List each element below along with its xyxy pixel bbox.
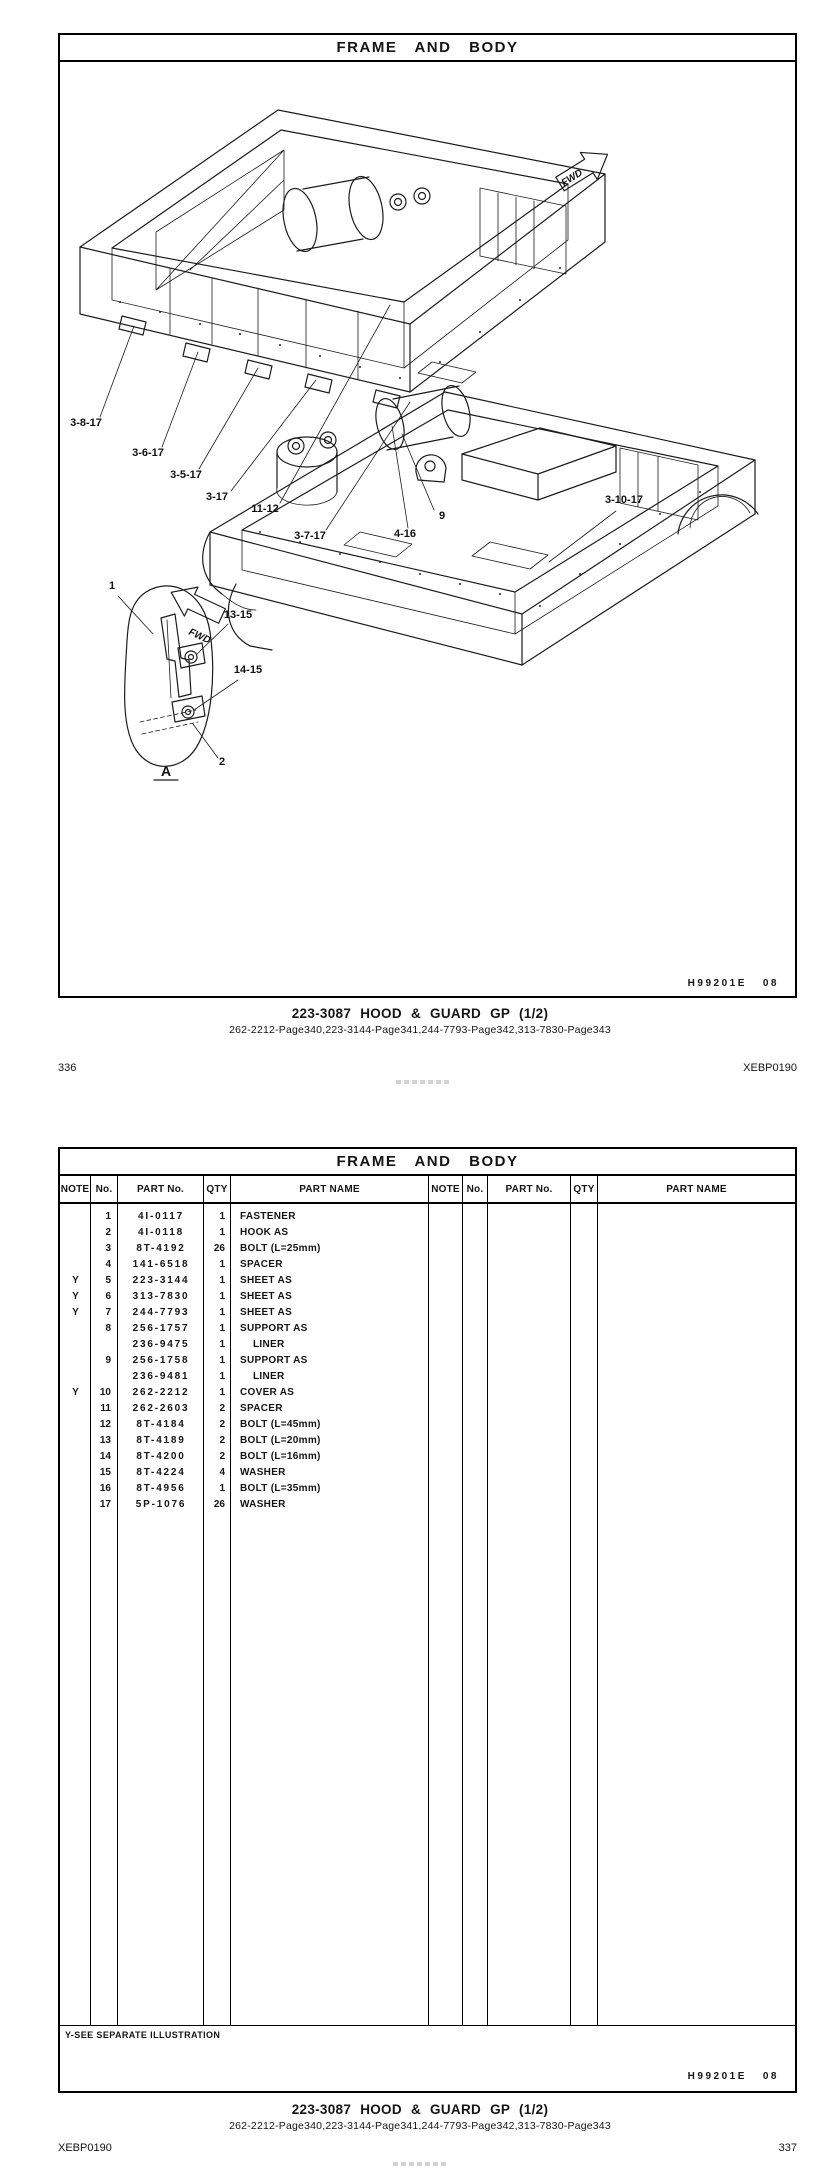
cell-part-no: 244-7793 [132, 1307, 190, 1318]
cell-part-name: BOLT (L=16mm) [240, 1451, 321, 1462]
cell-part-name: BOLT (L=25mm) [240, 1243, 321, 1254]
cell-no: 5 [105, 1275, 111, 1286]
parts-illustration [60, 62, 795, 967]
table-row [60, 1449, 429, 1465]
cell-part-no: 8T-4224 [136, 1467, 186, 1478]
book-code: XEBP0190 [743, 1062, 797, 1074]
cell-part-no: 313-7830 [132, 1291, 190, 1302]
cell-part-no: 262-2212 [132, 1387, 190, 1398]
cell-qty: 4 [219, 1467, 225, 1478]
table-row [60, 1417, 429, 1433]
table-rows [60, 1209, 429, 1513]
cell-part-name: LINER [253, 1371, 285, 1382]
table-row [60, 1497, 429, 1513]
cell-no: 11 [100, 1403, 111, 1414]
table-row [60, 1369, 429, 1385]
cell-no: 15 [99, 1467, 111, 1478]
callout-label: 13-15 [223, 609, 253, 621]
cell-part-no: 4I-0117 [138, 1211, 184, 1222]
table-header-row [60, 1176, 795, 1204]
cell-note [60, 1401, 91, 1417]
cell-part-name: WASHER [240, 1467, 286, 1478]
cell-qty: 26 [213, 1243, 225, 1254]
table-row [60, 1481, 429, 1497]
cell-qty: 2 [219, 1419, 225, 1430]
table-row [60, 1305, 429, 1321]
print-mark [396, 1080, 450, 1084]
table-row [60, 1321, 429, 1337]
cell-note [60, 1337, 91, 1353]
cell-note [60, 1225, 91, 1241]
figure-caption: 223-3087 HOOD & GUARD GP (1/2) [291, 1006, 549, 1021]
cell-no: 4 [105, 1259, 111, 1270]
col-header-note: NOTE [429, 1176, 463, 1202]
cell-note [60, 1497, 91, 1513]
book-code: XEBP0190 [58, 2142, 112, 2154]
table-row [60, 1337, 429, 1353]
cell-part-no: 223-3144 [132, 1275, 190, 1286]
col-header-qty: QTY [204, 1176, 231, 1202]
cell-part-name: SPACER [240, 1403, 283, 1414]
cell-note [60, 1353, 91, 1369]
callout-label: 3-5-17 [170, 469, 202, 481]
cell-part-name: COVER AS [240, 1387, 295, 1398]
page-footer [58, 1062, 797, 1074]
table-row [60, 1353, 429, 1369]
cell-note [60, 1369, 91, 1385]
cell-part-name: BOLT (L=20mm) [240, 1435, 321, 1446]
callout-label: 3-8-17 [70, 417, 102, 429]
col-header-no: No. [463, 1176, 488, 1202]
cell-no: 6 [105, 1291, 111, 1302]
cell-no: 14 [99, 1451, 111, 1462]
table-row [60, 1257, 429, 1273]
cell-part-no: 5P-1076 [135, 1499, 187, 1510]
cell-part-name: LINER [253, 1339, 285, 1350]
cell-qty: 1 [219, 1323, 225, 1334]
cell-part-no: 8T-4192 [136, 1243, 186, 1254]
col-header-part-no: PART No. [488, 1176, 571, 1202]
cell-qty: 1 [219, 1275, 225, 1286]
detail-a-view [125, 586, 213, 780]
cell-part-name: FASTENER [240, 1211, 296, 1222]
cell-qty: 2 [219, 1451, 225, 1462]
cell-part-name: BOLT (L=35mm) [240, 1483, 321, 1494]
cell-part-no: 256-1757 [132, 1323, 190, 1334]
table-body [60, 1204, 795, 2025]
callout-label: 4-16 [393, 528, 417, 540]
parts-table-page [58, 1147, 797, 2093]
callout-label: 3-6-17 [132, 447, 164, 459]
cell-part-name: SUPPORT AS [240, 1355, 308, 1366]
cell-part-no: 141-6518 [132, 1259, 190, 1270]
table-row [60, 1273, 429, 1289]
fwd-arrow-icon [164, 578, 228, 647]
cell-note: Y [72, 1291, 79, 1302]
cell-qty: 26 [213, 1499, 225, 1510]
table-row [60, 1209, 429, 1225]
callout-label: 3-10-17 [605, 494, 643, 506]
table-row [60, 1225, 429, 1241]
figure-caption: 223-3087 HOOD & GUARD GP (1/2) [291, 2102, 549, 2117]
cell-no [91, 1369, 118, 1385]
figure-caption-refs: 262-2212-Page340,223-3144-Page341,244-7793-Page342,313-7830-Page343 [229, 2120, 611, 2132]
table-row [60, 1385, 429, 1401]
cell-note: Y [72, 1275, 79, 1286]
doc-revision: 08 [762, 978, 779, 989]
page-title: FRAME AND BODY [60, 1149, 795, 1176]
drawing-code [688, 978, 779, 989]
cell-qty: 2 [219, 1435, 225, 1446]
table-row [60, 1433, 429, 1449]
cell-note: Y [72, 1307, 79, 1318]
doc-code: H99201E [687, 978, 747, 989]
callout-label: 9 [438, 510, 446, 522]
table-row [60, 1241, 429, 1257]
cell-qty: 1 [219, 1387, 225, 1398]
cell-no: 3 [105, 1243, 111, 1254]
doc-code: H99201E [687, 2071, 747, 2082]
col-header-qty: QTY [571, 1176, 598, 1202]
machine-wireframe-lower [203, 383, 758, 665]
col-header-no: No. [91, 1176, 118, 1202]
cell-part-name: SHEET AS [240, 1307, 293, 1318]
fwd-label: FWD [559, 167, 585, 189]
cell-part-name: SPACER [240, 1259, 283, 1270]
cell-part-no: 4I-0118 [138, 1227, 184, 1238]
cell-note [60, 1209, 91, 1225]
doc-revision: 08 [762, 2071, 779, 2082]
cell-no: 7 [105, 1307, 111, 1318]
cell-qty: 1 [219, 1259, 225, 1270]
cell-part-no: 256-1758 [132, 1355, 190, 1366]
page-footer [58, 2142, 797, 2154]
cell-note [60, 1465, 91, 1481]
cell-qty: 1 [219, 1291, 225, 1302]
cell-qty: 1 [219, 1307, 225, 1318]
print-mark [393, 2162, 447, 2166]
cell-qty: 1 [219, 1211, 225, 1222]
cell-qty: 1 [219, 1483, 225, 1494]
page-number: 337 [778, 2142, 797, 2154]
table-footer [60, 2025, 795, 2091]
cell-part-no: 236-9481 [132, 1371, 190, 1382]
cell-qty: 1 [219, 1371, 225, 1382]
fwd-label: FWD [186, 626, 213, 647]
table-row [60, 1289, 429, 1305]
col-header-note: NOTE [60, 1176, 91, 1202]
cell-note [60, 1433, 91, 1449]
cell-no: 13 [99, 1435, 111, 1446]
cell-part-no: 8T-4200 [136, 1451, 186, 1462]
page-title: FRAME AND BODY [60, 35, 795, 62]
cell-no: 17 [99, 1499, 111, 1510]
callout-label: 3-17 [205, 491, 229, 503]
cell-note [60, 1257, 91, 1273]
cell-note [60, 1321, 91, 1337]
see-separate-illustration-note: Y-SEE SEPARATE ILLUSTRATION [65, 2030, 221, 2040]
cell-no: 1 [105, 1211, 111, 1222]
cell-note: Y [72, 1387, 79, 1398]
cell-no [91, 1337, 118, 1353]
cell-note [60, 1241, 91, 1257]
cell-note [60, 1417, 91, 1433]
cell-part-no: 262-2603 [132, 1403, 190, 1414]
drawing-code [688, 2071, 779, 2082]
col-header-part-name: PART NAME [666, 1183, 727, 1195]
table-row [60, 1401, 429, 1417]
illustration-area [60, 62, 795, 998]
table-row [60, 1465, 429, 1481]
illustration-page [58, 33, 797, 998]
cell-note [60, 1449, 91, 1465]
cell-no: 10 [99, 1387, 111, 1398]
cell-note [60, 1481, 91, 1497]
cell-part-name: SUPPORT AS [240, 1323, 308, 1334]
callout-label: 11-12 [251, 503, 279, 515]
cell-no: 9 [105, 1355, 111, 1366]
cell-qty: 1 [219, 1339, 225, 1350]
cell-part-name: HOOK AS [240, 1227, 289, 1238]
figure-caption-refs: 262-2212-Page340,223-3144-Page341,244-7793-Page342,313-7830-Page343 [229, 1024, 611, 1036]
machine-wireframe-upper [80, 110, 605, 408]
cell-qty: 2 [219, 1403, 225, 1414]
cell-part-name: SHEET AS [240, 1291, 293, 1302]
cell-qty: 1 [219, 1355, 225, 1366]
cell-no: 8 [105, 1323, 111, 1334]
cell-no: 12 [99, 1419, 111, 1430]
cell-part-name: SHEET AS [240, 1275, 293, 1286]
detail-a-label: A [160, 763, 172, 779]
col-header-part-name: PART NAME [231, 1176, 429, 1202]
cell-part-name: BOLT (L=45mm) [240, 1419, 321, 1430]
page-number: 336 [58, 1062, 77, 1074]
cell-part-no: 236-9475 [132, 1339, 190, 1350]
callout-label: 1 [108, 580, 116, 592]
col-header-part-no: PART No. [118, 1176, 204, 1202]
callout-label: 14-15 [233, 664, 263, 676]
cell-part-name: WASHER [240, 1499, 286, 1510]
callout-label: 3-7-17 [294, 530, 326, 542]
cell-no: 16 [99, 1483, 111, 1494]
cell-qty: 1 [219, 1227, 225, 1238]
callout-label: 2 [218, 756, 226, 768]
cell-no: 2 [105, 1227, 111, 1238]
cell-part-no: 8T-4184 [136, 1419, 186, 1430]
cell-part-no: 8T-4956 [136, 1483, 186, 1494]
cell-part-no: 8T-4189 [136, 1435, 186, 1446]
